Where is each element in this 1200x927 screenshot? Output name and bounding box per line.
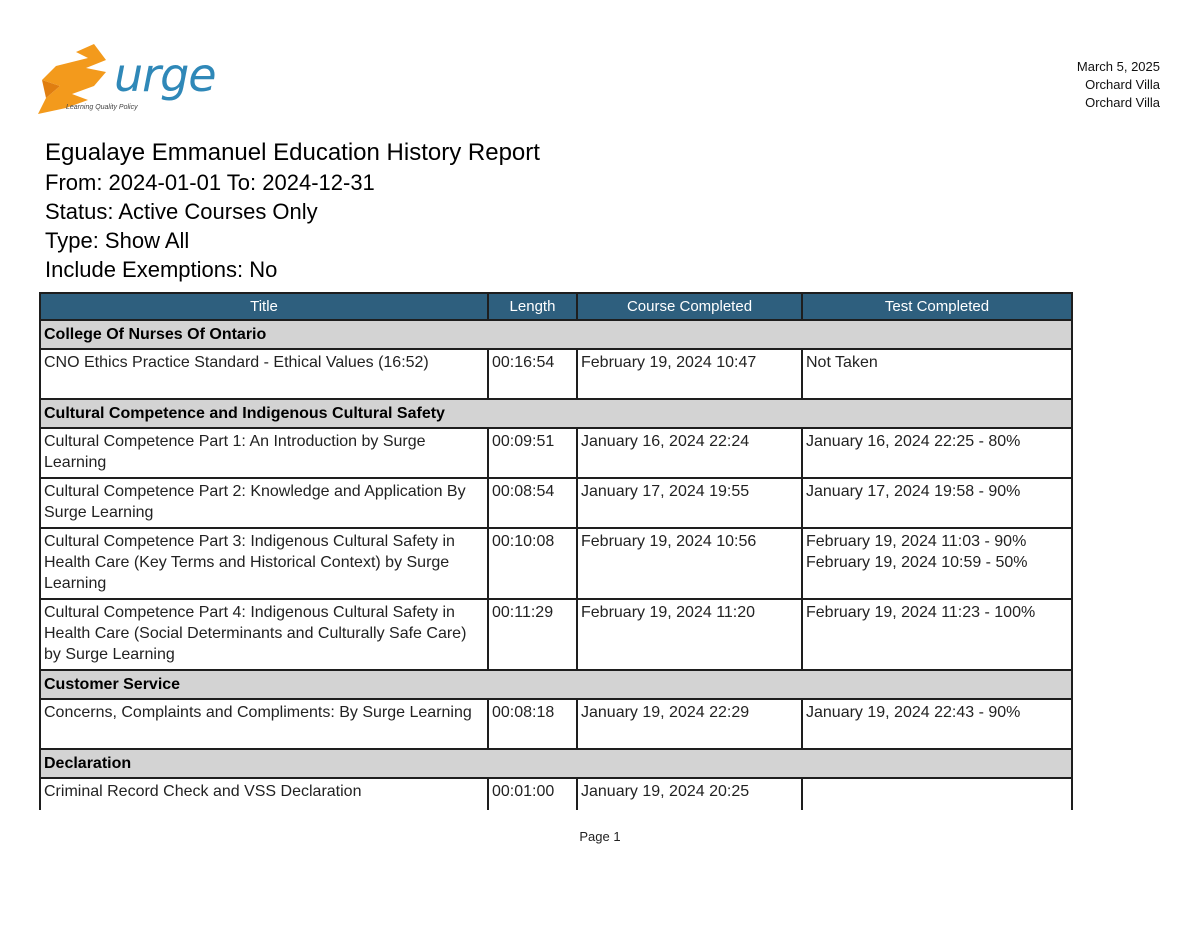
- test-attempt: February 19, 2024 10:59 - 50%: [806, 554, 1028, 571]
- logo-wordmark: urge: [114, 48, 216, 102]
- course-title: Cultural Competence Part 2: Knowledge and Application By Surge Learning: [40, 478, 488, 528]
- category-row: [40, 749, 1072, 778]
- column-header-length: Length: [488, 293, 577, 320]
- test-completed: [802, 528, 1072, 599]
- column-header-test-completed: Test Completed: [802, 293, 1072, 320]
- course-length: 00:08:54: [488, 478, 577, 528]
- report-exemptions: Include Exemptions: No: [45, 257, 278, 282]
- table-row: [40, 428, 1072, 478]
- table-row: [40, 349, 1072, 399]
- report-heading: [45, 138, 540, 284]
- table-row: [40, 599, 1072, 670]
- course-title: Cultural Competence Part 3: Indigenous Cultural Safety in Health Care (Key Terms and Historical Context) by Surge Learning: [40, 528, 488, 599]
- course-completed: January 17, 2024 19:55: [577, 478, 802, 528]
- table-row: [40, 478, 1072, 528]
- test-completed: [802, 778, 1072, 810]
- header-meta: [1077, 58, 1160, 112]
- course-completed: February 19, 2024 10:56: [577, 528, 802, 599]
- course-completed: January 19, 2024 22:29: [577, 699, 802, 749]
- column-header-title: Title: [40, 293, 488, 320]
- table-row: [40, 778, 1072, 810]
- report-status: Status: Active Courses Only: [45, 199, 318, 224]
- course-length: 00:10:08: [488, 528, 577, 599]
- course-title: Cultural Competence Part 1: An Introduction by Surge Learning: [40, 428, 488, 478]
- course-length: 00:08:18: [488, 699, 577, 749]
- category-title: Declaration: [40, 749, 1072, 778]
- test-completed: January 16, 2024 22:25 - 80%: [802, 428, 1072, 478]
- table-header-row: [40, 293, 1072, 320]
- surge-logo: [36, 42, 216, 122]
- course-length: 00:16:54: [488, 349, 577, 399]
- report-date-range: From: 2024-01-01 To: 2024-12-31: [45, 170, 375, 195]
- facility-name-2: Orchard Villa: [1085, 95, 1160, 110]
- table-row: [40, 528, 1072, 599]
- logo-tagline: Learning Quality Policy: [66, 104, 138, 111]
- course-completed: January 19, 2024 20:25: [577, 778, 802, 810]
- facility-name: Orchard Villa: [1085, 77, 1160, 92]
- report-title: Egualaye Emmanuel Education History Report: [45, 139, 540, 166]
- test-attempt: February 19, 2024 11:03 - 90%: [806, 533, 1027, 550]
- page-number: Page 1: [579, 829, 621, 844]
- column-header-course-completed: Course Completed: [577, 293, 802, 320]
- test-completed: February 19, 2024 11:23 - 100%: [802, 599, 1072, 670]
- test-completed: January 17, 2024 19:58 - 90%: [802, 478, 1072, 528]
- test-completed: January 19, 2024 22:43 - 90%: [802, 699, 1072, 749]
- course-completed: February 19, 2024 11:20: [577, 599, 802, 670]
- report-date: March 5, 2025: [1076, 59, 1160, 74]
- education-history-table: [39, 292, 1073, 810]
- course-completed: January 16, 2024 22:24: [577, 428, 802, 478]
- test-completed: Not Taken: [802, 349, 1072, 399]
- course-length: 00:09:51: [488, 428, 577, 478]
- course-completed: February 19, 2024 10:47: [577, 349, 802, 399]
- course-title: Cultural Competence Part 4: Indigenous Cultural Safety in Health Care (Social Determinants and Culturally Safe Care) by Surge Learning: [40, 599, 488, 670]
- course-title: Criminal Record Check and VSS Declaration: [40, 778, 488, 810]
- category-title: Customer Service: [40, 670, 1072, 699]
- category-row: [40, 670, 1072, 699]
- course-length: 00:01:00: [488, 778, 577, 810]
- category-row: [40, 399, 1072, 428]
- course-title: Concerns, Complaints and Compliments: By Surge Learning: [40, 699, 488, 749]
- category-row: [40, 320, 1072, 349]
- table-row: [40, 699, 1072, 749]
- course-length: 00:11:29: [488, 599, 577, 670]
- report-type: Type: Show All: [45, 228, 190, 253]
- course-title: CNO Ethics Practice Standard - Ethical Values (16:52): [40, 349, 488, 399]
- category-title: College Of Nurses Of Ontario: [40, 320, 1072, 349]
- category-title: Cultural Competence and Indigenous Cultural Safety: [40, 399, 1072, 428]
